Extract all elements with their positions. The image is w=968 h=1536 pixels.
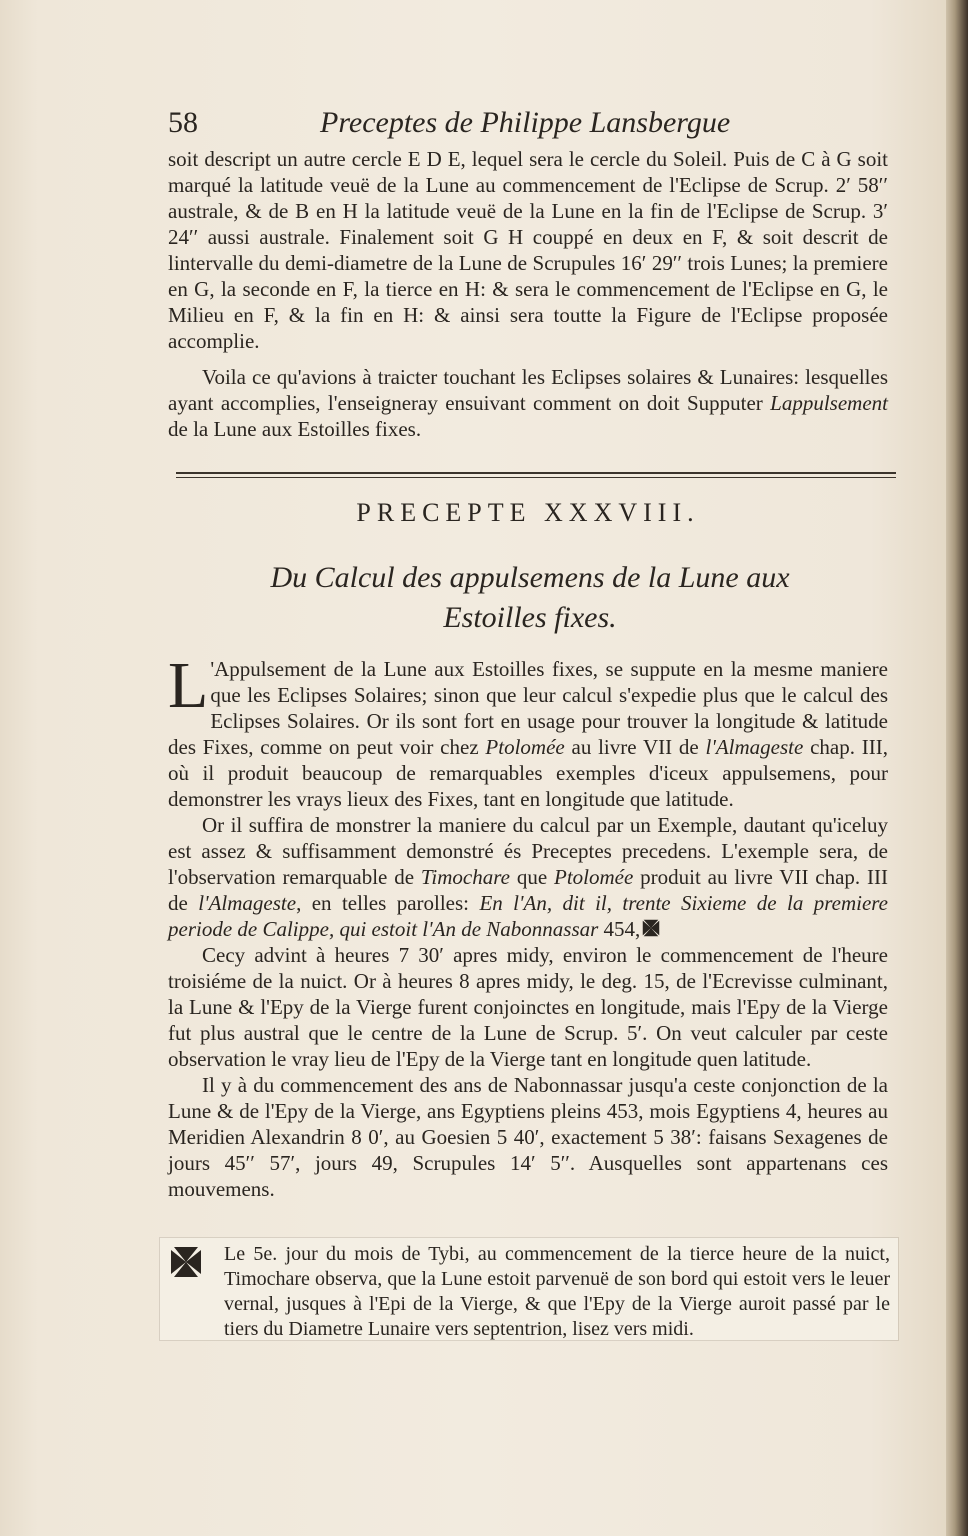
conclusion-text-before: Voila ce qu'avions à traicter touchant les Eclipses solaires & Lunaires: lesquelles ayant accomplies, l'enseigneray ensuivant comment on doit Supputer bbox=[168, 365, 888, 415]
chapter-title: Du Calcul des appulsemens de la Lune aux Estoilles fixes. bbox=[270, 561, 790, 634]
p2-ptolomee: Ptolomée bbox=[554, 865, 634, 889]
p1-text-a: 'Appulsement de la Lune aux Estoilles fixes, se suppute en la mesme maniere que les Eclipses Solaires; sinon que leur calcul s'expedie plus que le calcul des Eclipses Solaires. Or ils sont fort en usage pour trouver la longitude & latitude des Fixes, comme on peut voir chez bbox=[168, 657, 888, 759]
body-paragraph-2 bbox=[168, 812, 888, 942]
maltese-cross-icon bbox=[640, 917, 662, 939]
p1-text-b: au livre VII de bbox=[564, 735, 706, 759]
running-head: Preceptes de Philippe Lansbergue bbox=[320, 106, 731, 139]
section-divider-thin bbox=[176, 477, 896, 478]
note-text: Le 5e. jour du mois de Tybi, au commencement de la tierce heure de la nuict, Timochare observa, que la Lune estoit parvenuë de son bord qui estoit vers le leuer vernal, jusques à l'Epi de la Vierge, & que l'Epy de la Vierge auroit passé par le tiers du Diametre Lunaire vers septentrion, lisez vers midi. bbox=[224, 1243, 890, 1340]
p2-text-d: , en telles parolles: bbox=[296, 891, 480, 915]
p2-timochare: Timochare bbox=[420, 865, 510, 889]
intro-paragraph bbox=[168, 146, 888, 353]
book-spine-edge bbox=[946, 0, 968, 1536]
precept-body bbox=[168, 649, 889, 1202]
precept-title: PRECEPTE XXXVIII. bbox=[356, 498, 700, 527]
body-paragraph-3: Cecy advint à heures 7 30′ apres midy, environ le commencement de l'heure troisiéme de la nuict. Or à heures 8 apres midy, le deg. 15, de l'Ecrevisse culminant, la Lune & l'Epy de la Vierge furent conjoinctes en longitude, mais l'Epy de la Vierge fut plus austral que le centre de la Lune de Scrup. 5′. On veut calculer par ceste observation le vray lieu de l'Epy de la Vierge tant en longitude quen latitude. bbox=[168, 943, 888, 1071]
page-number: 58 bbox=[168, 106, 198, 139]
intro-text: soit descript un autre cercle E D E, lequel sera le cercle du Soleil. Puis de C à G soit marqué la latitude veuë de la Lune au commencement de l'Eclipse de Scrup. 2′ 58′′ australe, & de B en H la latitude veuë de la Lune en la fin de l'Eclipse de Scrup. 3′ 24′′ aussi australe. Finalement soit G H couppé en deux en F, & soit descrit de lintervalle du demi-diametre de la Lune de Scrupules 16′ 29′′ trois Lunes; la premiere en G, la seconde en F, la tierce en H: & sera le commencement de l'Eclipse en G, le Milieu en F, & la fin en H: & ainsi sera toutte la Figure de l'Eclipse proposée accomplie. bbox=[168, 147, 888, 353]
p2-text-e: 454, bbox=[598, 917, 641, 941]
maltese-cross-icon bbox=[168, 1244, 204, 1280]
p1-almageste: l'Almageste bbox=[705, 735, 804, 759]
p2-text-a: Or il suffira de monstrer la maniere du calcul par un Exemple, dautant qu'iceluy est assez & suffisamment demonstré és Preceptes precedens. L'exemple sera, de l'observation remarquable de bbox=[168, 813, 888, 889]
p2-text-c: produit au livre VII chap. III de bbox=[168, 865, 889, 915]
page-header bbox=[168, 106, 738, 146]
conclusion-paragraph bbox=[168, 364, 888, 442]
p2-text-b: que bbox=[509, 865, 554, 889]
drop-cap: L bbox=[168, 649, 209, 722]
section-divider bbox=[176, 472, 896, 474]
p1-ptolomee: Ptolomée bbox=[485, 735, 565, 759]
p1-text-c: chap. III, où il produit beaucoup de remarquables exemples d'iceux appulsemens, pour demonstrer les vrays lieux des Fixes, tant en longitude que latitude. bbox=[168, 735, 888, 811]
body-paragraph-1 bbox=[168, 649, 888, 812]
body-paragraph-4: Il y à du commencement des ans de Nabonnassar jusqu'a ceste conjonction de la Lune & de l'Epy de la Vierge, ans Egyptiens pleins 453, mois Egyptiens 4, heures au Meridien Alexandrin 8 0′, au Goesien 5 40′, exactement 5 38′: faisans Sexagenes de jours 45′′ 57′, jours 49, Scrupules 14′ 5′′. Ausquelles sont appartenans ces mouvemens. bbox=[168, 1073, 888, 1201]
p2-almageste: l'Almageste bbox=[198, 891, 297, 915]
conclusion-italic-word: Lappulsement bbox=[770, 391, 888, 415]
conclusion-text-after: de la Lune aux Estoilles fixes. bbox=[168, 417, 422, 441]
p2-quote: En l'An, dit il, trente Sixieme de la premiere periode de Calippe, qui estoit l'An de Nabonnassar bbox=[168, 891, 888, 941]
pasted-correction-note bbox=[160, 1238, 898, 1340]
